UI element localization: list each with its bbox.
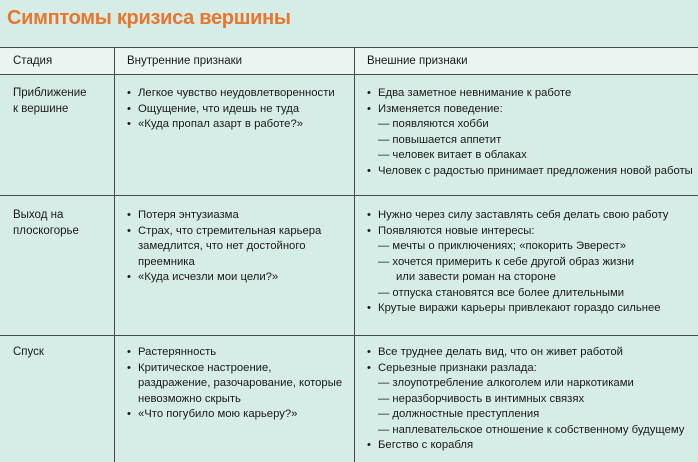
stage-descent xyxy=(13,345,113,361)
stage-line: Приближение xyxy=(13,87,87,99)
list-item: • Изменяется поведение: xyxy=(367,102,693,118)
list-item: — мечты о приключениях; «покорить Эверест» xyxy=(378,240,626,252)
divider xyxy=(0,195,698,196)
external-signs-descent xyxy=(367,345,684,454)
list-item: • «Что погубило мою карьеру?» xyxy=(127,407,342,423)
list-item: невозможно скрыть xyxy=(138,392,241,405)
list-item: раздражение, разочарование, которые xyxy=(138,377,343,389)
list-item: • Появляются новые интересы: xyxy=(367,224,668,240)
list-item: — повышается аппетит xyxy=(378,133,502,146)
divider xyxy=(0,335,698,336)
divider xyxy=(0,74,698,75)
page-title: Симптомы кризиса вершины xyxy=(7,7,291,29)
stage-approach xyxy=(13,86,113,117)
list-item: • Ощущение, что идешь не туда xyxy=(127,102,335,118)
list-item: • Крутые виражи карьеры привлекают гораздо сильнее xyxy=(367,301,668,317)
column-divider xyxy=(114,48,115,462)
stage-plateau xyxy=(13,208,113,239)
list-item: • Едва заметное невнимание к работе xyxy=(367,86,693,102)
external-signs-plateau xyxy=(367,208,668,317)
table-header xyxy=(0,48,698,74)
list-item: — должностные преступления xyxy=(378,408,540,420)
list-item: • Растерянность xyxy=(127,345,342,361)
header-internal: Внутренние признаки xyxy=(127,55,243,67)
stage-line: плоскогорье xyxy=(13,224,79,237)
list-item: — неразборчивость в интимных связях xyxy=(378,392,585,405)
list-item: • Серьезные признаки разлада: xyxy=(367,361,684,377)
stage-line: к вершине xyxy=(13,102,69,115)
list-item: • Легкое чувство неудовлетворенности xyxy=(127,86,335,102)
list-item: • Человек с радостью принимает предложения новой работы xyxy=(367,164,693,180)
list-item: • Потеря энтузиазма xyxy=(127,208,321,224)
header-external: Внешние признаки xyxy=(367,55,468,67)
list-item: • «Куда исчезли мои цели?» xyxy=(127,270,321,286)
list-item: — человек витает в облаках xyxy=(378,149,527,161)
list-item: преемника xyxy=(138,255,195,268)
internal-signs-approach xyxy=(127,86,335,133)
list-item: • Нужно через силу заставлять себя делать свою работу xyxy=(367,208,668,224)
list-item: • Бегство с корабля xyxy=(367,438,684,454)
list-item: или завести роман на стороне xyxy=(396,271,556,283)
list-item: • Критическое настроение, xyxy=(127,361,342,377)
stage-line: Спуск xyxy=(13,346,44,358)
internal-signs-plateau xyxy=(127,208,321,286)
external-signs-approach xyxy=(367,86,693,179)
header-stage: Стадия xyxy=(13,55,53,67)
stage-line: Выход на xyxy=(13,209,64,221)
list-item: — хочется примерить к себе другой образ жизни xyxy=(378,255,635,268)
internal-signs-descent xyxy=(127,345,342,423)
list-item: • «Куда пропал азарт в работе?» xyxy=(127,117,335,133)
list-item: — отпуска становятся все более длительными xyxy=(378,286,625,299)
list-item: замедлится, что нет достойного xyxy=(138,240,306,252)
list-item: — появляются хобби xyxy=(378,118,489,130)
divider xyxy=(0,47,698,48)
list-item: — наплевательское отношение к собственному будущему xyxy=(378,423,685,436)
list-item: — злоупотребление алкоголем или наркотиками xyxy=(378,377,634,389)
list-item: • Страх, что стремительная карьера xyxy=(127,224,321,240)
list-item: • Все труднее делать вид, что он живет работой xyxy=(367,345,684,361)
column-divider xyxy=(354,48,355,462)
